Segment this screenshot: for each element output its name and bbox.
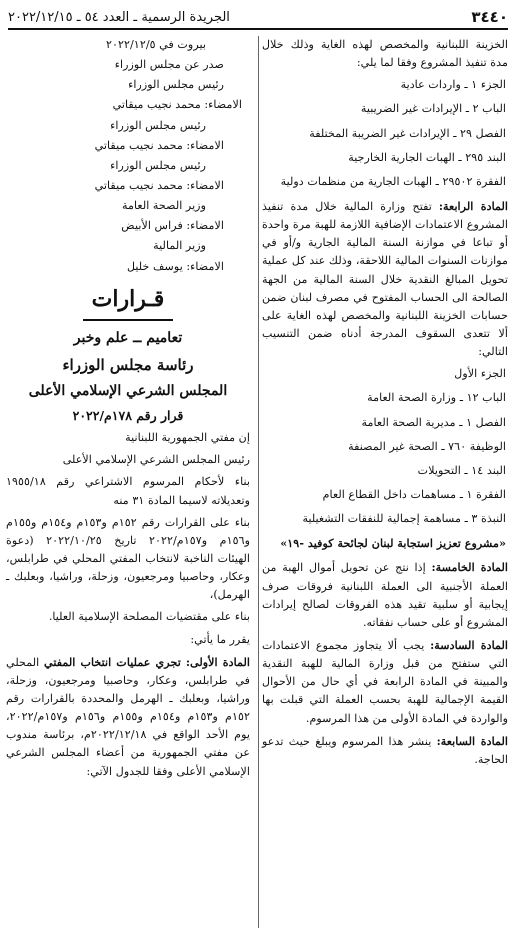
left-column: [6, 36, 250, 930]
article-4-text: تفتح وزارة المالية خلال مدة تنفيذ المشروع الاعتمادات الإضافية اللازمة للهبة مرة واحدة أو تباعا في موازنة السنة المالية الجارية و/أو في موازنات السنوات المالية اللاحقة، وذلك عند كل عملية تحويل المبالغ النقدية خلال السنة المالية من الجهة الصالحة الى الحساب المفتوح في مصرف لبنان ضمن حسابات الخزينة اللبنانية والمخصص لهذه الغاية على ألا تتعدى السقوف المدرجة أدناه ضمن التنسيب التالي:: [262, 199, 508, 359]
article-4-label: المادة الرابعة:: [438, 198, 508, 213]
allocation-list-item: النبذة ٣ ـ مساهمة إجمالية للنفقات التشغيلية: [302, 512, 506, 526]
section-subtitle: تعاميم ــ علم وخبر: [73, 330, 183, 347]
project-title: «مشروع تعزيز استجابة لبنان لجائحة كوفيد -١٩»: [280, 536, 506, 551]
allocation-list-item: الجزء الأول: [454, 367, 506, 381]
budget-list-item: البند ٢٩٥ ـ الهبات الجارية الخارجية: [348, 150, 506, 164]
signatory-signature: الامضاء: محمد نجيب ميقاتي: [94, 138, 224, 152]
budget-list-item: الباب ٢ ـ الإيرادات غير الضريبية: [360, 102, 506, 116]
signatory-signature: الامضاء: محمد نجيب ميقاتي: [94, 178, 224, 192]
article-1-text: المحلي في طرابلس، وعكار، وحاصبيا ومرجعيون، وزحلة، وراشيا، وبعلبك ـ الهرمل والمحددة بالقرارات رقم ١٥٢م و١٥٣م و١٥٤م و١٥٥م و١٥٦م و١٥٧م/٢٠٢٢، يوم الأحد الواقع في ٢٠٢٢/١٢/١٨م، برئاسة مندوب عن مفتي الجمهورية من أعضاء المجلس الشرعي الإسلامي الأعلى وفقا للجدول الآتي:: [6, 655, 251, 778]
article-7-label: المادة السابعة:: [436, 733, 508, 748]
article-5-label: المادة الخامسة:: [431, 560, 508, 575]
signatory-title: رئيس مجلس الوزراء: [110, 158, 206, 172]
allocation-list-item: الباب ١٢ ـ وزارة الصحة العامة: [367, 391, 506, 405]
article-6-label: المادة السادسة:: [430, 637, 508, 652]
article-1: [6, 653, 250, 781]
signatory-title: وزير الصحة العامة: [122, 199, 206, 213]
signatory-title: رئيس مجلس الوزراء: [128, 78, 224, 92]
article-6-text: يجب ألا يتجاوز مجموع الاعتمادات التي ستفتح من قبل وزارة المالية للهبة النقدية والمبينة في المادة الرابعة في أي حال من الأحوال القيمة الإجمالية للهبة بحسب العملة التي قبلت بها والواردة في المادة الأولى من هذا المرسوم.: [262, 638, 508, 725]
decision-number: قرار رقم ١٧٨م/٢٠٢٢: [72, 407, 184, 423]
article-1-label: المادة الأولى: تجري عمليات انتخاب المفتي: [44, 654, 251, 669]
column-divider: [258, 36, 259, 928]
budget-list-item: الفقرة ٢٩٥٠٢ ـ الهبات الجارية من منظمات دولية: [280, 174, 506, 188]
article-5-text: إذا نتج عن تحويل أموال الهبة من العملة الأجنبية الى العملة اللبنانية فروقات صرف إيجابية أو سلبية تقيد هذه الفروقات لصالح إيرادات المشروع أو على حساب نفقاته.: [262, 561, 508, 629]
signatory-signature: الامضاء: محمد نجيب ميقاتي: [112, 98, 242, 112]
article-6: [262, 636, 508, 728]
decides-heading: يقرر ما يأتي:: [190, 632, 250, 646]
gazette-issue-info: الجريدة الرسمية ـ العدد ٥٤ ـ ٢٠٢٢/١٢/١٥: [8, 9, 230, 25]
legal-basis: بناء لأحكام المرسوم الاشتراعي رقم ١٩٥٥/١٨ وتعديلاته لاسيما المادة ٣١ منه: [6, 475, 250, 507]
signatory-title: رئيس مجلس الوزراء: [110, 118, 206, 132]
article-7: [262, 732, 508, 769]
authority-heading: رئاسة مجلس الوزراء: [62, 355, 194, 374]
article-4: [262, 197, 508, 361]
allocation-list-item: الفصل ١ ـ مديرية الصحة العامة: [361, 415, 506, 429]
intro-paragraph: الخزينة اللبنانية والمخصص لهذه الغاية وذلك خلال مدة تنفيذ المشروع وفقا لما يلي:: [262, 38, 508, 70]
budget-list-item: الجزء ١ ـ واردات عادية: [400, 78, 506, 92]
legal-basis: بناء على مقتضيات المصلحة الإسلامية العليا.: [48, 610, 250, 624]
preamble-line: إن مفتي الجمهورية اللبنانية: [125, 431, 250, 445]
article-5: [262, 558, 508, 632]
allocation-list-item: الفقرة ١ ـ مساهمات داخل القطاع العام: [322, 487, 506, 501]
article-7-text: ينشر هذا المرسوم ويبلغ حيث تدعو الحاجة.: [262, 734, 508, 766]
allocation-list-item: الوظيفة ٧٦٠ ـ الصحة غير المصنفة: [348, 439, 506, 453]
issued-by: صدر عن مجلس الوزراء: [114, 58, 224, 72]
page-header: [8, 8, 508, 30]
signatory-signature: الامضاء: فراس الأبيض: [121, 219, 224, 233]
allocation-list-item: البند ١٤ ـ التحويلات: [417, 463, 506, 477]
section-title-underline: [83, 319, 173, 321]
signatory-title: وزير المالية: [153, 239, 206, 253]
legal-basis: بناء على القرارات رقم ١٥٢م و١٥٣م و١٥٤م و١٥٥م و١٥٦م و١٥٧م/٢٠٢٢ تاريخ ٢٠٢٢/١٠/٢٥ (دعوة الهيئات الناخبة لانتخاب المفتي المحلي في طرابلس، وعكار، وحاصبيا ومرجعيون، وزحلة، وراشيا، وبعلبك ـ الهرمل)،: [6, 515, 251, 602]
page-number: ٣٤٤٠: [471, 8, 508, 26]
budget-list-item: الفصل ٢٩ ـ الإيرادات غير الضريبة المختلفة: [309, 126, 506, 140]
signatory-signature: الامضاء: يوسف خليل: [126, 259, 224, 273]
right-column: [262, 36, 508, 930]
council-heading: المجلس الشرعي الإسلامي الأعلى: [28, 383, 228, 400]
section-title: قـرارات: [91, 285, 165, 312]
decree-date: بيروت في ٢٠٢٢/١٢/٥: [106, 38, 206, 51]
preamble-line: رئيس المجلس الشرعي الإسلامي الأعلى: [62, 453, 250, 467]
